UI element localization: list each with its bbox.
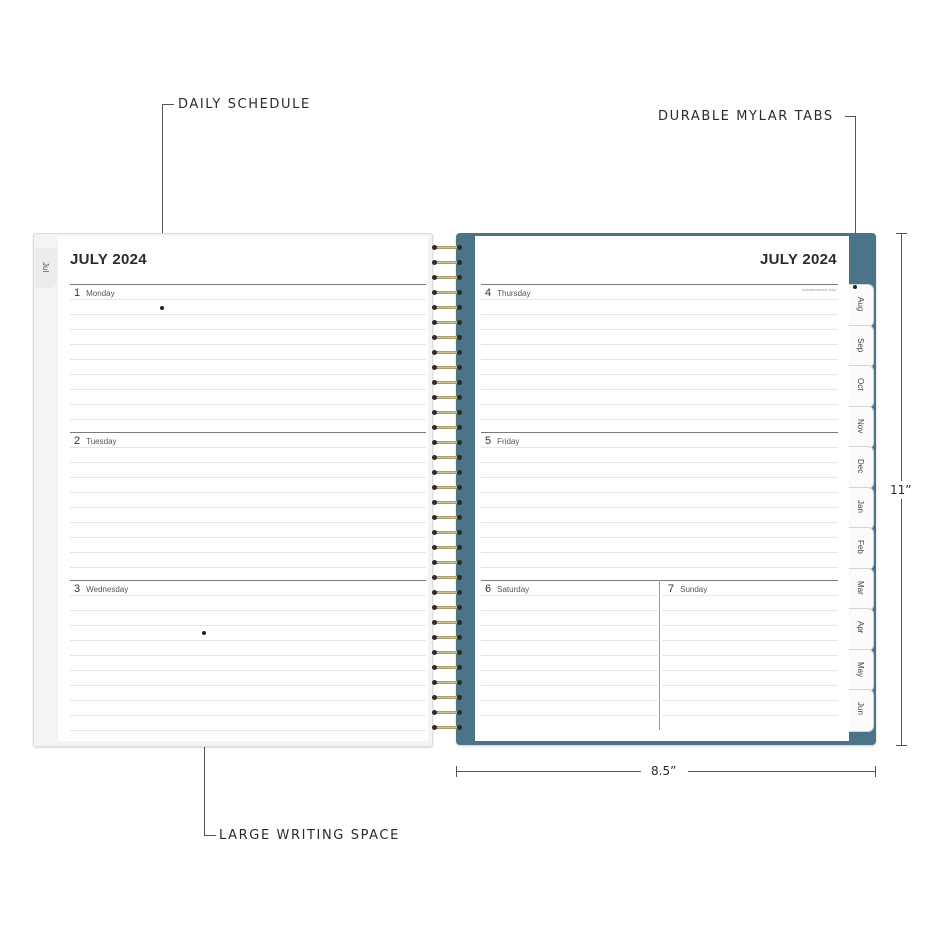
punch-hole	[432, 590, 437, 595]
coil-wire	[435, 531, 459, 534]
writing-line[interactable]	[70, 595, 426, 596]
writing-line[interactable]	[481, 552, 838, 553]
spiral-ring	[433, 409, 461, 416]
writing-line[interactable]	[662, 625, 838, 626]
punch-hole	[457, 665, 462, 670]
writing-line[interactable]	[70, 462, 426, 463]
punch-hole	[432, 620, 437, 625]
coil-wire	[435, 726, 459, 729]
day-number: 3	[74, 583, 81, 595]
punch-hole	[457, 605, 462, 610]
coil-wire	[435, 486, 459, 489]
spiral-ring	[433, 529, 461, 536]
month-tab-dec[interactable]	[849, 446, 874, 489]
writing-line[interactable]	[481, 314, 838, 315]
writing-line[interactable]	[70, 447, 426, 448]
punch-hole	[457, 410, 462, 415]
punch-hole	[432, 380, 437, 385]
writing-space-leader-h	[204, 835, 216, 836]
writing-line[interactable]	[481, 522, 838, 523]
weekend-split	[659, 580, 660, 730]
writing-line[interactable]	[70, 374, 426, 375]
coil-wire	[435, 276, 459, 279]
day-header	[485, 583, 529, 595]
writing-line[interactable]	[70, 522, 426, 523]
day-number: 7	[668, 583, 675, 595]
spiral-ring	[433, 334, 461, 341]
coil-wire	[435, 696, 459, 699]
coil-wire	[435, 366, 459, 369]
punch-hole	[432, 305, 437, 310]
punch-hole	[457, 650, 462, 655]
punch-hole	[457, 290, 462, 295]
writing-line[interactable]	[662, 595, 838, 596]
month-tab-label: Apr	[856, 621, 865, 634]
writing-line[interactable]	[70, 730, 426, 731]
writing-line[interactable]	[662, 685, 838, 686]
punch-hole	[457, 425, 462, 430]
writing-line[interactable]	[70, 404, 426, 405]
punch-hole	[432, 245, 437, 250]
left-month-title: JULY 2024	[70, 251, 147, 268]
punch-hole	[432, 335, 437, 340]
punch-hole	[432, 275, 437, 280]
day-divider	[70, 284, 426, 285]
writing-line[interactable]	[70, 477, 426, 478]
coil-wire	[435, 621, 459, 624]
month-tab-label: Jun	[856, 702, 865, 715]
month-tab-mar[interactable]	[849, 568, 874, 611]
spiral-ring	[433, 634, 461, 641]
width-dimension-cap-right	[875, 766, 876, 777]
punch-hole	[457, 440, 462, 445]
day-divider	[481, 432, 838, 433]
height-dimension-cap-bottom	[896, 745, 907, 746]
day-name: Thursday	[497, 289, 531, 298]
writing-line[interactable]	[481, 329, 838, 330]
punch-hole	[432, 680, 437, 685]
punch-hole	[457, 245, 462, 250]
spiral-ring	[433, 484, 461, 491]
left-page	[58, 236, 428, 741]
spiral-ring	[433, 304, 461, 311]
day-header	[485, 287, 530, 299]
coil-wire	[435, 681, 459, 684]
punch-hole	[457, 545, 462, 550]
punch-hole	[457, 695, 462, 700]
daily-schedule-label: DAILY SCHEDULE	[178, 97, 311, 112]
spiral-ring	[433, 364, 461, 371]
month-tab-sep[interactable]	[849, 325, 874, 368]
daily-schedule-pointer-dot	[160, 306, 164, 310]
writing-line[interactable]	[481, 715, 657, 716]
writing-line[interactable]	[70, 700, 426, 701]
spiral-ring	[433, 544, 461, 551]
spiral-ring	[433, 664, 461, 671]
coil-wire	[435, 246, 459, 249]
day-name: Sunday	[680, 585, 708, 594]
coil-wire	[435, 651, 459, 654]
punch-hole	[457, 260, 462, 265]
coil-wire	[435, 306, 459, 309]
spiral-ring	[433, 469, 461, 476]
spiral-ring	[433, 259, 461, 266]
writing-line[interactable]	[70, 419, 426, 420]
month-tab-jul[interactable]: Jul	[35, 248, 57, 288]
punch-hole	[432, 395, 437, 400]
month-tab-nov[interactable]	[849, 406, 874, 449]
writing-line[interactable]	[481, 462, 838, 463]
punch-hole	[432, 710, 437, 715]
writing-line[interactable]	[70, 715, 426, 716]
coil-wire	[435, 396, 459, 399]
coil-wire	[435, 426, 459, 429]
coil-wire	[435, 516, 459, 519]
writing-line[interactable]	[70, 640, 426, 641]
spiral-ring	[433, 694, 461, 701]
day-number: 5	[485, 435, 492, 447]
punch-hole	[457, 380, 462, 385]
coil-wire	[435, 381, 459, 384]
writing-line[interactable]	[70, 685, 426, 686]
month-tab-label: Oct	[856, 378, 865, 391]
coil-wire	[435, 441, 459, 444]
writing-line[interactable]	[481, 655, 657, 656]
punch-hole	[457, 560, 462, 565]
writing-line[interactable]	[662, 640, 838, 641]
punch-hole	[432, 260, 437, 265]
width-dimension-cap-left	[456, 766, 457, 777]
day-number: 2	[74, 435, 81, 447]
punch-hole	[432, 545, 437, 550]
punch-hole	[457, 500, 462, 505]
writing-line[interactable]	[481, 640, 657, 641]
punch-hole	[457, 335, 462, 340]
punch-hole	[432, 500, 437, 505]
punch-hole	[432, 650, 437, 655]
coil-wire	[435, 261, 459, 264]
punch-hole	[457, 575, 462, 580]
coil-wire	[435, 666, 459, 669]
writing-line[interactable]	[70, 492, 426, 493]
month-tab-label: Sep	[856, 337, 865, 352]
spiral-ring	[433, 454, 461, 461]
punch-hole	[457, 620, 462, 625]
coil-wire	[435, 336, 459, 339]
day-divider	[70, 432, 426, 433]
spiral-ring	[433, 709, 461, 716]
spiral-ring	[433, 289, 461, 296]
coil-wire	[435, 501, 459, 504]
spiral-ring	[433, 619, 461, 626]
spiral-ring	[433, 589, 461, 596]
coil-wire	[435, 636, 459, 639]
punch-hole	[457, 635, 462, 640]
writing-line[interactable]	[481, 670, 657, 671]
day-header	[74, 435, 117, 447]
coil-wire	[435, 321, 459, 324]
writing-line[interactable]	[70, 537, 426, 538]
writing-line[interactable]	[70, 552, 426, 553]
writing-line[interactable]	[481, 299, 838, 300]
punch-hole	[457, 275, 462, 280]
punch-hole	[432, 290, 437, 295]
day-name: Wednesday	[86, 585, 129, 594]
day-number: 6	[485, 583, 492, 595]
punch-hole	[432, 425, 437, 430]
day-name: Saturday	[497, 585, 530, 594]
punch-hole	[432, 635, 437, 640]
writing-line[interactable]	[481, 610, 657, 611]
writing-line[interactable]	[481, 507, 838, 508]
month-tab-label: Aug	[856, 297, 865, 312]
writing-space-pointer-dot	[202, 631, 206, 635]
punch-hole	[432, 485, 437, 490]
writing-line[interactable]	[662, 655, 838, 656]
writing-line[interactable]	[70, 299, 426, 300]
punch-hole	[432, 695, 437, 700]
writing-line[interactable]	[662, 715, 838, 716]
spiral-ring	[433, 424, 461, 431]
coil-wire	[435, 456, 459, 459]
writing-line[interactable]	[70, 655, 426, 656]
punch-hole	[457, 350, 462, 355]
punch-hole	[457, 680, 462, 685]
width-dimension-line-right	[688, 771, 876, 772]
spiral-ring	[433, 349, 461, 356]
coil-wire	[435, 411, 459, 414]
punch-hole	[432, 440, 437, 445]
mylar-tabs-label: DURABLE MYLAR TABS	[658, 109, 834, 124]
writing-line[interactable]	[70, 344, 426, 345]
month-tab-jun[interactable]	[849, 689, 874, 732]
month-tab-label: Nov	[856, 418, 865, 433]
height-dimension-label: 11”	[890, 483, 912, 497]
punch-hole	[457, 530, 462, 535]
punch-hole	[432, 350, 437, 355]
month-tab-label: Mar	[856, 580, 865, 595]
writing-line[interactable]	[662, 610, 838, 611]
punch-hole	[432, 410, 437, 415]
writing-line[interactable]	[70, 314, 426, 315]
writing-line[interactable]	[481, 447, 838, 448]
punch-hole	[432, 515, 437, 520]
writing-line[interactable]	[481, 344, 838, 345]
punch-hole	[457, 515, 462, 520]
coil-wire	[435, 351, 459, 354]
writing-line[interactable]	[70, 610, 426, 611]
coil-wire	[435, 561, 459, 564]
writing-line[interactable]	[70, 329, 426, 330]
writing-line[interactable]	[481, 477, 838, 478]
spiral-ring	[433, 559, 461, 566]
writing-line[interactable]	[481, 492, 838, 493]
width-dimension-line-left	[456, 771, 641, 772]
punch-hole	[457, 590, 462, 595]
coil-wire	[435, 591, 459, 594]
spiral-ring	[433, 439, 461, 446]
writing-line[interactable]	[481, 389, 838, 390]
spiral-ring	[433, 574, 461, 581]
day-header	[74, 583, 128, 595]
punch-hole	[432, 725, 437, 730]
day-number: 4	[485, 287, 492, 299]
writing-line[interactable]	[481, 404, 838, 405]
punch-hole	[432, 320, 437, 325]
spiral-ring	[433, 394, 461, 401]
width-dimension-label: 8.5”	[651, 764, 677, 778]
punch-hole	[432, 560, 437, 565]
punch-hole	[432, 575, 437, 580]
punch-hole	[432, 470, 437, 475]
coil-wire	[435, 711, 459, 714]
punch-hole	[432, 665, 437, 670]
punch-hole	[457, 470, 462, 475]
holiday-note: Independence Day	[802, 287, 836, 292]
spiral-ring	[433, 724, 461, 731]
writing-line[interactable]	[662, 700, 838, 701]
day-divider	[481, 284, 838, 285]
writing-line[interactable]	[481, 419, 838, 420]
writing-line[interactable]	[70, 625, 426, 626]
coil-wire	[435, 546, 459, 549]
punch-hole	[432, 605, 437, 610]
spiral-ring	[433, 649, 461, 656]
day-name: Friday	[497, 437, 520, 446]
day-header	[74, 287, 115, 299]
month-tab-label: Dec	[856, 459, 865, 474]
right-page	[475, 236, 849, 741]
writing-line[interactable]	[70, 670, 426, 671]
spiral-ring	[433, 319, 461, 326]
month-tab-feb[interactable]	[849, 527, 874, 570]
coil-wire	[435, 291, 459, 294]
writing-line[interactable]	[481, 374, 838, 375]
month-tab-oct[interactable]	[849, 365, 874, 408]
punch-hole	[432, 530, 437, 535]
spiral-ring	[433, 679, 461, 686]
right-month-title: JULY 2024	[760, 251, 837, 268]
writing-line[interactable]	[662, 670, 838, 671]
punch-hole	[457, 365, 462, 370]
mylar-tabs-pointer-dot	[853, 285, 857, 289]
day-name: Monday	[86, 289, 115, 298]
spiral-ring	[433, 604, 461, 611]
writing-line[interactable]	[481, 567, 838, 568]
spiral-ring	[433, 244, 461, 251]
writing-line[interactable]	[70, 359, 426, 360]
daily-schedule-leader-h	[162, 104, 174, 105]
day-name: Tuesday	[86, 437, 117, 446]
month-tab-label: Jan	[856, 499, 865, 513]
writing-line[interactable]	[481, 537, 838, 538]
coil-wire	[435, 471, 459, 474]
day-number: 1	[74, 287, 81, 299]
spiral-ring	[433, 379, 461, 386]
month-tab-may[interactable]	[849, 649, 874, 692]
spiral-ring	[433, 499, 461, 506]
month-tab-aug[interactable]	[849, 284, 874, 327]
day-header	[485, 435, 519, 447]
writing-line[interactable]	[481, 685, 657, 686]
writing-line[interactable]	[481, 625, 657, 626]
writing-line[interactable]	[481, 595, 657, 596]
punch-hole	[457, 395, 462, 400]
punch-hole	[457, 710, 462, 715]
punch-hole	[432, 365, 437, 370]
writing-space-label: LARGE WRITING SPACE	[219, 828, 400, 843]
punch-hole	[457, 725, 462, 730]
punch-hole	[457, 320, 462, 325]
coil-wire	[435, 576, 459, 579]
punch-hole	[432, 455, 437, 460]
day-header	[668, 583, 707, 595]
month-tab-jan[interactable]	[849, 487, 874, 530]
coil-wire	[435, 606, 459, 609]
writing-line[interactable]	[481, 359, 838, 360]
punch-hole	[457, 485, 462, 490]
spiral-ring	[433, 274, 461, 281]
writing-line[interactable]	[70, 389, 426, 390]
spiral-ring	[433, 514, 461, 521]
month-tab-apr[interactable]	[849, 608, 874, 651]
height-dimension-cap-top	[896, 233, 907, 234]
day-divider	[70, 580, 426, 581]
writing-line[interactable]	[70, 507, 426, 508]
punch-hole	[457, 455, 462, 460]
writing-line[interactable]	[481, 700, 657, 701]
month-tab-label: Feb	[856, 540, 865, 554]
punch-hole	[457, 305, 462, 310]
writing-line[interactable]	[70, 567, 426, 568]
month-tab-label: May	[856, 661, 865, 677]
